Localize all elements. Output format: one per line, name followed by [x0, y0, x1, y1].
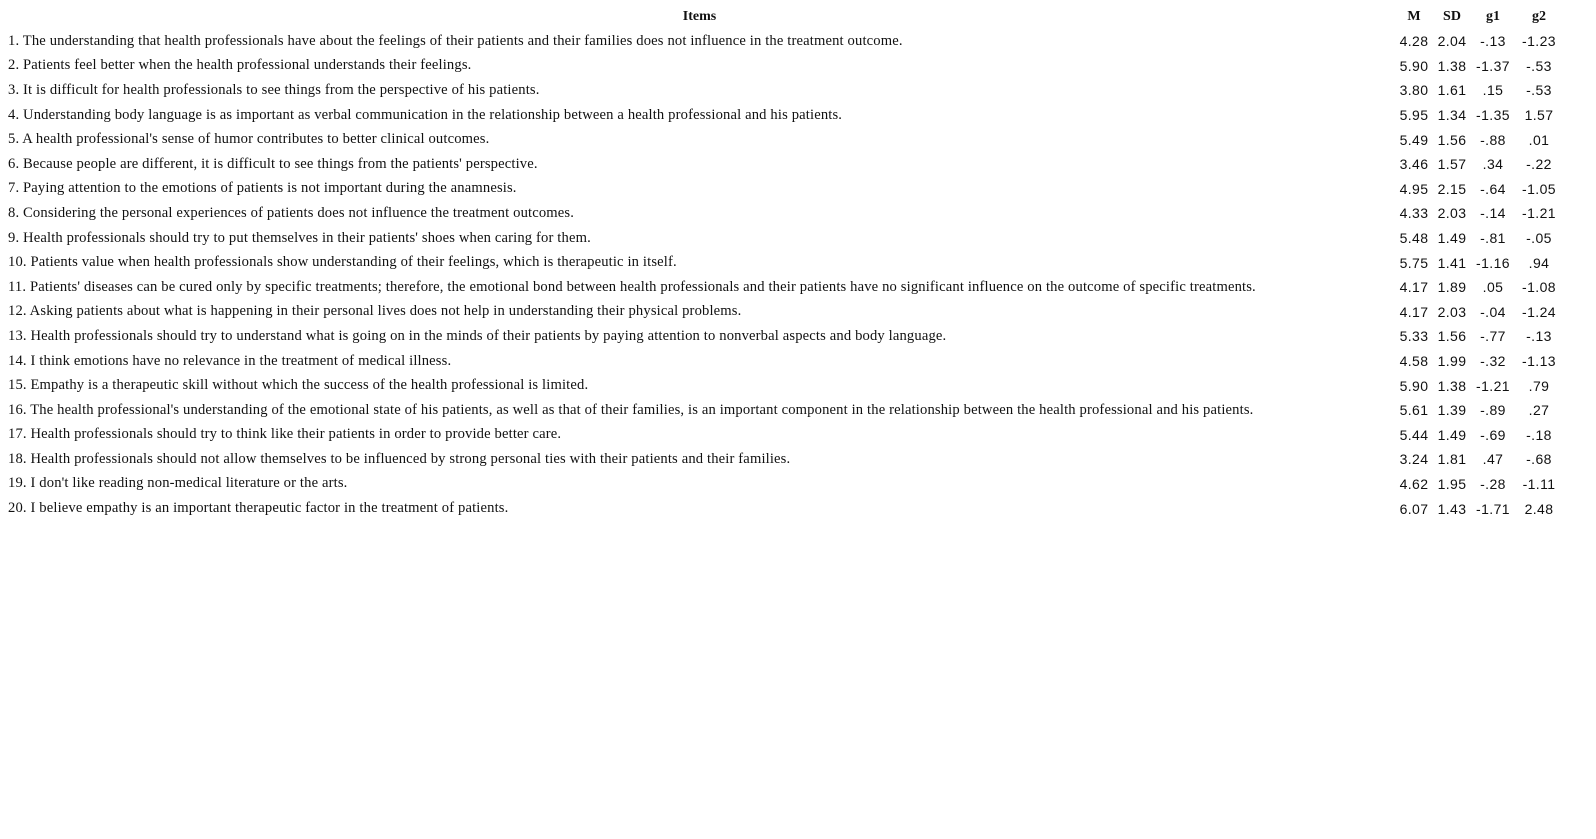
- kurtosis-cell: -1.24: [1522, 303, 1556, 320]
- skewness-cell: -.28: [1480, 475, 1506, 492]
- item-text: 6. Because people are different, it is difficult to see things from the patients' perspective.: [8, 155, 538, 172]
- table-row: [4, 29, 1563, 54]
- mean-cell: 5.90: [1399, 377, 1429, 394]
- skewness-cell: -.13: [1480, 33, 1506, 50]
- item-text: 11. Patients' diseases can be cured only by specific treatments; therefore, the emotional bond between health professionals and their patients have no significant influence on the outcome of specific treatments.: [8, 278, 1256, 295]
- mean-cell: 4.28: [1399, 33, 1429, 50]
- kurtosis-cell: -1.08: [1522, 279, 1556, 296]
- item-text: 2. Patients feel better when the health professional understands their feelings.: [8, 57, 472, 74]
- mean-cell: 4.58: [1399, 353, 1429, 370]
- skewness-cell: .47: [1482, 451, 1504, 468]
- table-row: [4, 472, 1563, 497]
- skewness-cell: -.04: [1480, 303, 1506, 320]
- mean-cell: 5.44: [1399, 426, 1429, 443]
- sd-cell: 1.57: [1437, 156, 1467, 173]
- table-row: [4, 447, 1563, 472]
- header-g1: g1: [1486, 9, 1500, 24]
- item-text: 13. Health professionals should try to understand what is going on in the minds of their patients by paying attention to nonverbal aspects and body language.: [8, 327, 947, 344]
- mean-cell: 4.17: [1399, 303, 1429, 320]
- mean-cell: 4.62: [1399, 475, 1429, 492]
- table-row: [4, 103, 1563, 128]
- sd-cell: 2.03: [1437, 303, 1467, 320]
- skewness-cell: .34: [1482, 156, 1504, 173]
- sd-cell: 1.89: [1437, 279, 1467, 296]
- item-text: 16. The health professional's understanding of the emotional state of his patients, as well as that of their families, is an important component in the relationship between the health professional and his patients.: [8, 401, 1254, 418]
- skewness-cell: .05: [1482, 279, 1504, 296]
- item-text: 10. Patients value when health professionals show understanding of their feelings, which is therapeutic in itself.: [8, 254, 677, 271]
- sd-cell: 2.04: [1437, 33, 1467, 50]
- mean-cell: 4.33: [1399, 205, 1429, 222]
- mean-cell: 3.24: [1399, 451, 1429, 468]
- item-text: 5. A health professional's sense of humor contributes to better clinical outcomes.: [8, 131, 490, 148]
- sd-cell: 1.81: [1437, 451, 1467, 468]
- item-statistics-table: [4, 5, 1563, 521]
- sd-cell: 2.15: [1437, 180, 1467, 197]
- mean-cell: 5.33: [1399, 328, 1429, 345]
- skewness-cell: -.81: [1480, 230, 1506, 247]
- skewness-cell: .15: [1482, 82, 1504, 99]
- mean-cell: 5.49: [1399, 131, 1429, 148]
- kurtosis-cell: -1.23: [1522, 33, 1556, 50]
- header-sd: SD: [1443, 9, 1461, 24]
- sd-cell: 1.34: [1437, 107, 1467, 124]
- kurtosis-cell: -1.05: [1522, 180, 1556, 197]
- table-row: [4, 78, 1563, 103]
- table-row: [4, 127, 1563, 152]
- kurtosis-cell: -.22: [1526, 156, 1552, 173]
- mean-cell: 3.80: [1399, 82, 1429, 99]
- item-text: 8. Considering the personal experiences of patients does not influence the treatment outcomes.: [8, 204, 575, 221]
- kurtosis-cell: -.13: [1526, 328, 1552, 345]
- table-row: [4, 226, 1563, 251]
- header-m: M: [1407, 9, 1421, 24]
- kurtosis-cell: -1.21: [1522, 205, 1556, 222]
- item-text: 15. Empathy is a therapeutic skill without which the success of the health professional is limited.: [8, 377, 589, 394]
- skewness-cell: -.69: [1480, 426, 1506, 443]
- table-row: [4, 201, 1563, 226]
- item-text: 3. It is difficult for health professionals to see things from the perspective of his patients.: [8, 81, 540, 98]
- kurtosis-cell: 1.57: [1524, 107, 1554, 124]
- table-row: [4, 54, 1563, 79]
- mean-cell: 5.75: [1399, 254, 1429, 271]
- sd-cell: 1.43: [1437, 500, 1467, 517]
- item-text: 1. The understanding that health professionals have about the feelings of their patients and their families does not influence in the treatment outcome.: [8, 32, 903, 49]
- header-g2: g2: [1532, 9, 1546, 24]
- item-text: 4. Understanding body language is as important as verbal communication in the relationship between a health professional and his patients.: [8, 106, 843, 123]
- sd-cell: 1.99: [1437, 353, 1467, 370]
- skewness-cell: -.64: [1480, 180, 1506, 197]
- item-text: 7. Paying attention to the emotions of patients is not important during the anamnesis.: [8, 180, 517, 197]
- table-row: [4, 349, 1563, 374]
- mean-cell: 5.90: [1399, 57, 1429, 74]
- kurtosis-cell: .94: [1528, 254, 1550, 271]
- table-row: [4, 496, 1563, 521]
- mean-cell: 5.61: [1399, 402, 1429, 419]
- table-row: [4, 423, 1563, 448]
- kurtosis-cell: -.68: [1526, 451, 1552, 468]
- kurtosis-cell: .01: [1528, 131, 1550, 148]
- skewness-cell: -1.71: [1476, 500, 1510, 517]
- skewness-cell: -.14: [1480, 205, 1506, 222]
- mean-cell: 4.95: [1399, 180, 1429, 197]
- table-row: [4, 324, 1563, 349]
- item-text: 14. I think emotions have no relevance in the treatment of medical illness.: [8, 352, 452, 369]
- table-row: [4, 177, 1563, 202]
- skewness-cell: -1.37: [1476, 57, 1510, 74]
- skewness-cell: -.89: [1480, 402, 1506, 419]
- sd-cell: 1.61: [1437, 82, 1467, 99]
- sd-cell: 2.03: [1437, 205, 1467, 222]
- item-text: 19. I don't like reading non-medical literature or the arts.: [8, 475, 348, 492]
- item-text: 18. Health professionals should not allow themselves to be influenced by strong personal ties with their patients and their families.: [8, 450, 791, 467]
- skewness-cell: -.88: [1480, 131, 1506, 148]
- mean-cell: 3.46: [1399, 156, 1429, 173]
- sd-cell: 1.56: [1437, 131, 1467, 148]
- sd-cell: 1.38: [1437, 57, 1467, 74]
- mean-cell: 5.95: [1399, 107, 1429, 124]
- skewness-cell: -1.35: [1476, 107, 1510, 124]
- header-row: [4, 5, 1563, 29]
- kurtosis-cell: .79: [1528, 377, 1550, 394]
- table-row: [4, 152, 1563, 177]
- sd-cell: 1.56: [1437, 328, 1467, 345]
- table-row: [4, 373, 1563, 398]
- sd-cell: 1.49: [1437, 230, 1467, 247]
- item-text: 20. I believe empathy is an important therapeutic factor in the treatment of patients.: [8, 500, 509, 517]
- sd-cell: 1.49: [1437, 426, 1467, 443]
- sd-cell: 1.39: [1437, 402, 1467, 419]
- header-items: Items: [682, 9, 717, 24]
- kurtosis-cell: 2.48: [1524, 500, 1554, 517]
- skewness-cell: -.77: [1480, 328, 1506, 345]
- kurtosis-cell: -.18: [1526, 426, 1552, 443]
- table-row: [4, 300, 1563, 325]
- skewness-cell: -.32: [1480, 353, 1506, 370]
- table-row: [4, 250, 1563, 275]
- item-text: 17. Health professionals should try to think like their patients in order to provide better care.: [8, 426, 562, 443]
- mean-cell: 6.07: [1399, 500, 1429, 517]
- table-row: [4, 275, 1563, 300]
- kurtosis-cell: -.05: [1526, 230, 1552, 247]
- mean-cell: 4.17: [1399, 279, 1429, 296]
- kurtosis-cell: -1.11: [1522, 475, 1556, 492]
- kurtosis-cell: .27: [1528, 402, 1550, 419]
- kurtosis-cell: -1.13: [1522, 353, 1556, 370]
- sd-cell: 1.38: [1437, 377, 1467, 394]
- kurtosis-cell: -.53: [1526, 82, 1552, 99]
- table-row: [4, 398, 1563, 423]
- item-text: 12. Asking patients about what is happening in their personal lives does not help in understanding their physical problems.: [8, 303, 742, 320]
- skewness-cell: -1.16: [1476, 254, 1510, 271]
- kurtosis-cell: -.53: [1526, 57, 1552, 74]
- item-text: 9. Health professionals should try to put themselves in their patients' shoes when caring for them.: [8, 229, 591, 246]
- sd-cell: 1.95: [1437, 475, 1467, 492]
- sd-cell: 1.41: [1437, 254, 1467, 271]
- skewness-cell: -1.21: [1476, 377, 1510, 394]
- mean-cell: 5.48: [1399, 230, 1429, 247]
